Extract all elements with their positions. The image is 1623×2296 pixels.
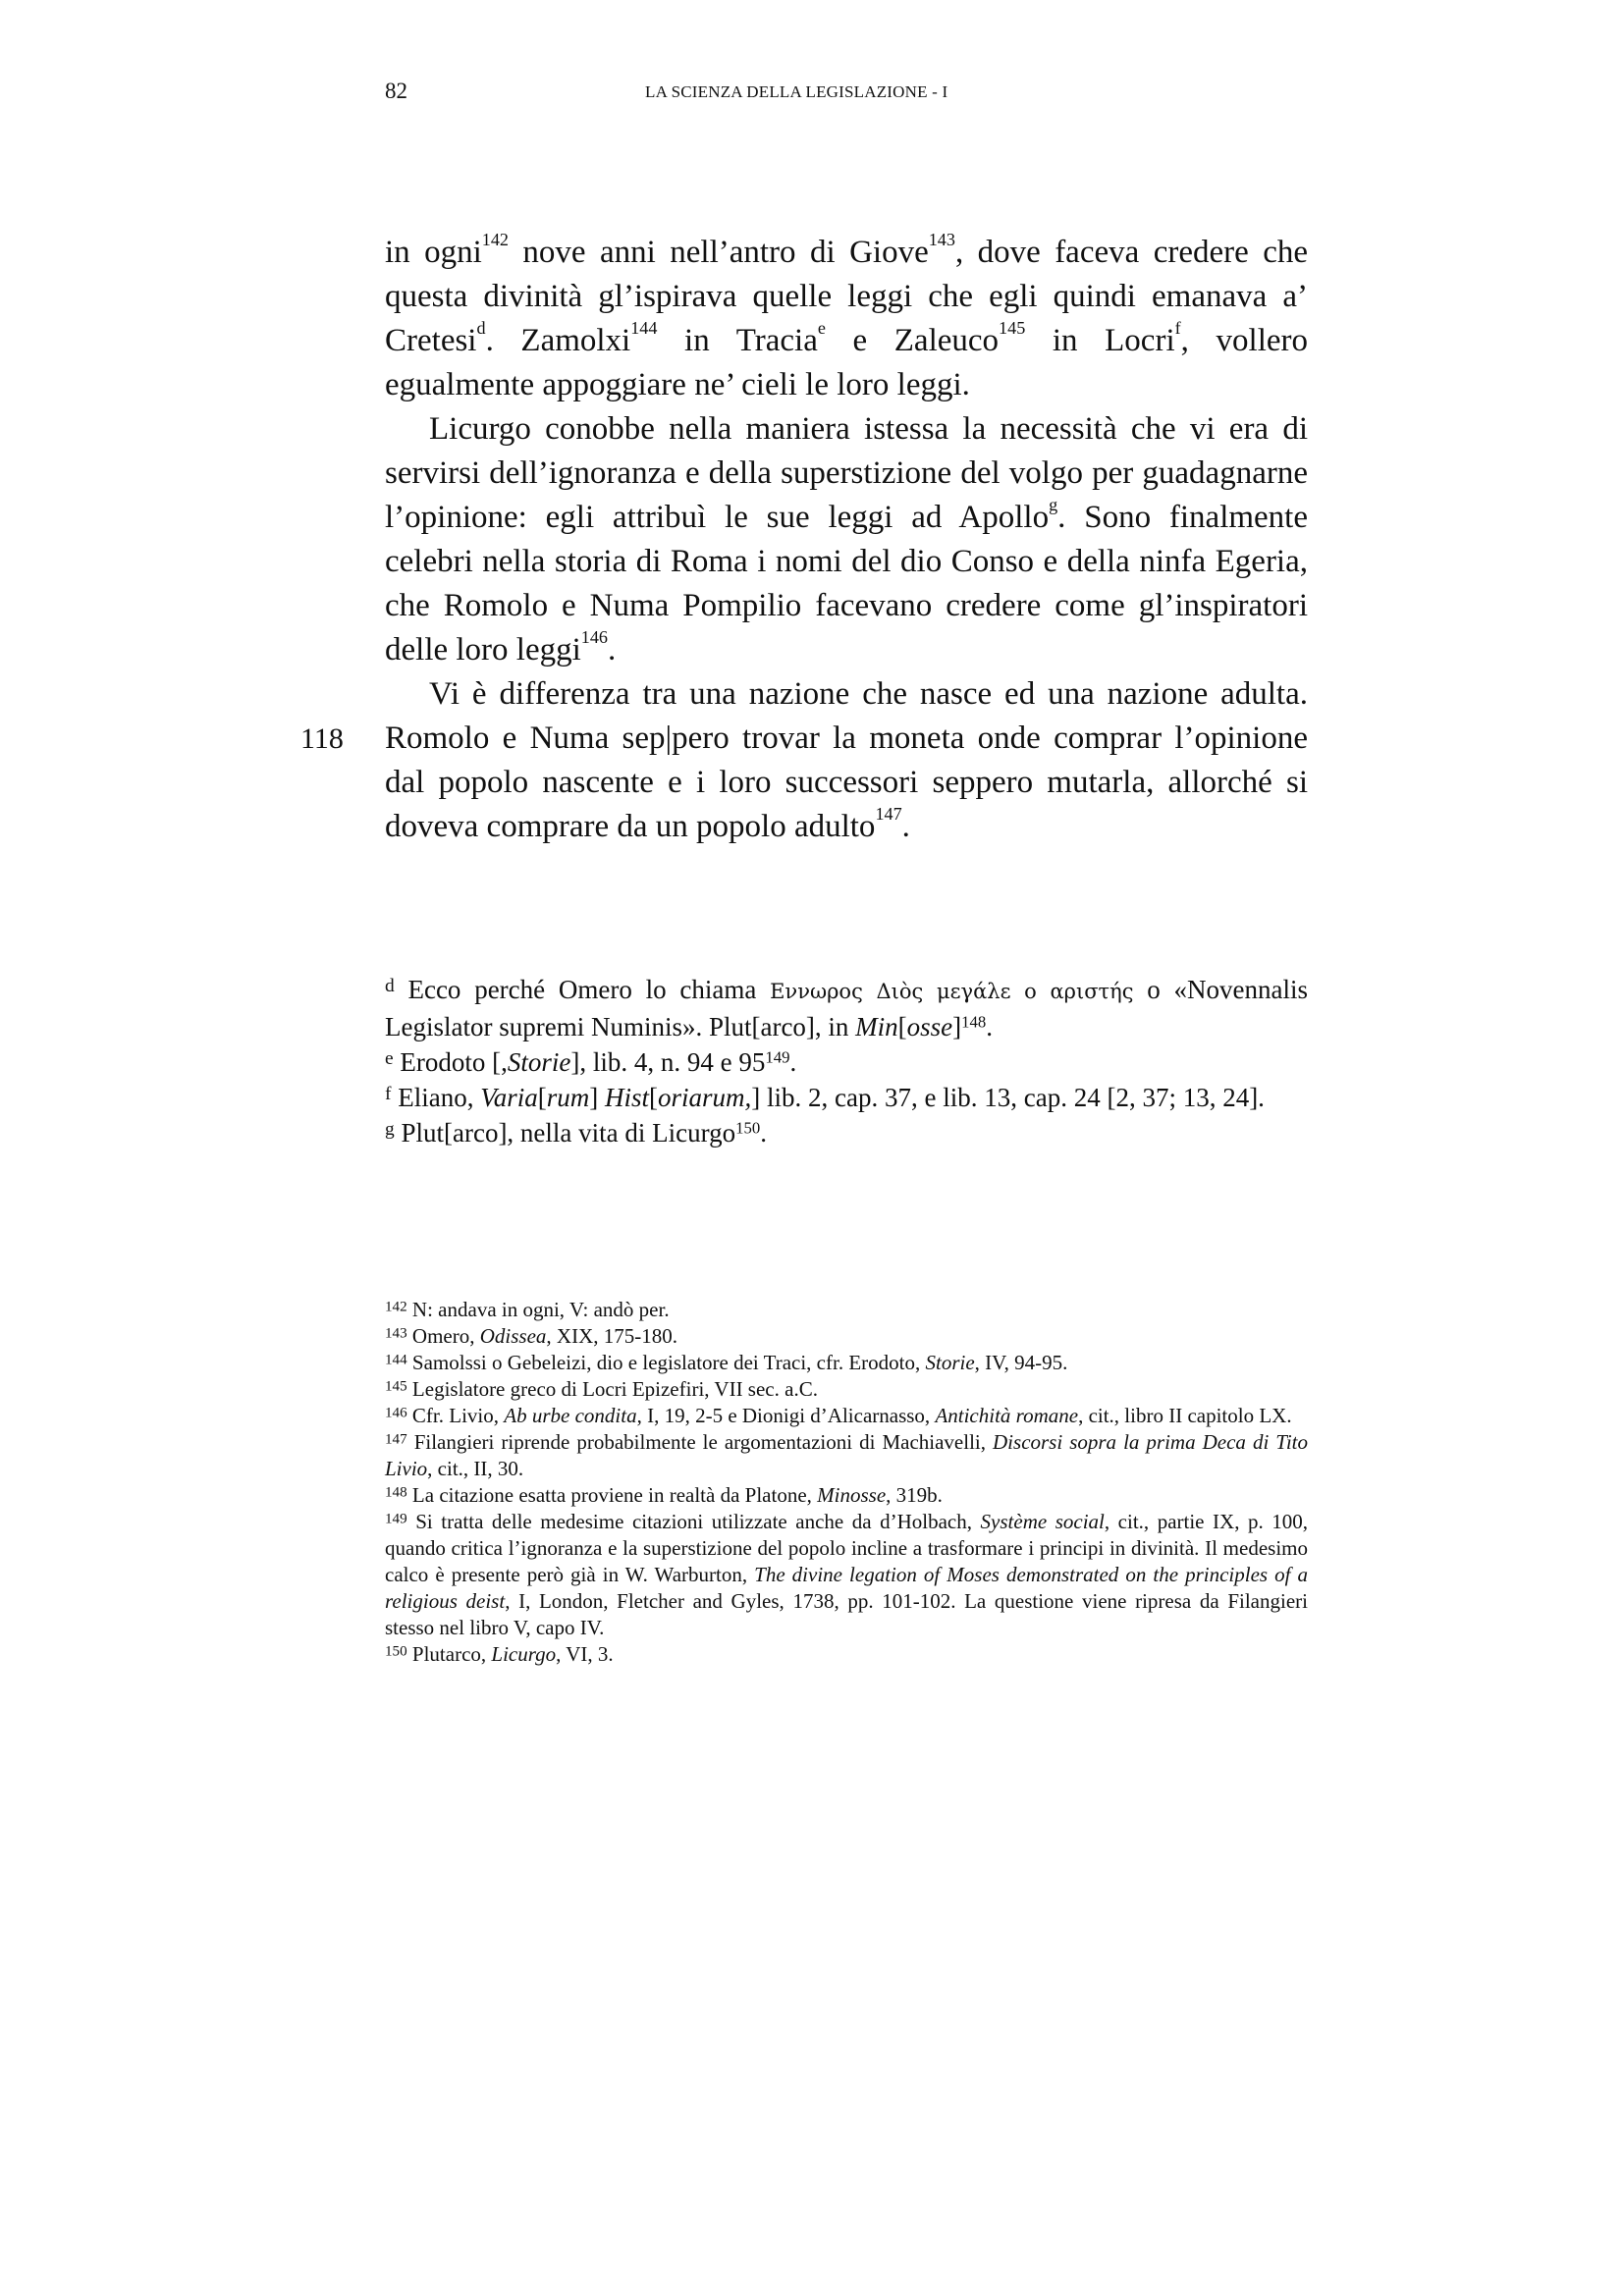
editor-footnotes: [385, 1297, 1308, 1668]
footnote-150: $^{150}$ Plutarco, Licurgo, VI, 3.: [385, 1642, 614, 1666]
running-title: LA SCIENZA DELLA LEGISLAZIONE - I: [645, 82, 948, 101]
footnote-ref-143[interactable]: 143: [928, 229, 955, 249]
footnote-ref-145[interactable]: 145: [999, 317, 1026, 338]
footnote-145: $^{145}$ Legislatore greco di Locri Epizefiri, VII sec. a.C.: [385, 1377, 818, 1401]
page-header: [385, 79, 1308, 108]
paragraph-1: in ogni$^{142}$ nove anni nell’antro di Giove$^{143}$, dove faceva credere che questa divinità gl’ispirava quelle leggi che egli quindi emanava a’ Cretesi$^d$. Zamolxi$^{144}$ in Tracia$^e$ e Zaleuco$^{145}$ in Locri$^f$, vollero egualmente appoggiare ne’ cieli le loro leggi.: [385, 229, 1309, 402]
page-number: 82: [385, 79, 407, 103]
footnote-144: $^{144}$ Samolssi o Gebeleizi, dio e legislatore dei Traci, cfr. Erodoto, Storie, IV, 94-95.: [385, 1351, 1068, 1374]
footnote-143: $^{143}$ Omero, Odissea, XIX, 175-180.: [385, 1324, 677, 1348]
footnote-147: $^{147}$ Filangieri riprende probabilmente le argomentazioni di Machiavelli, Discorsi sopra la prima Deca di Tito Livio, cit., II, 30.: [385, 1430, 1308, 1480]
footnote-ref-150[interactable]: 150: [735, 1118, 761, 1138]
footnote-ref-149[interactable]: 149: [765, 1047, 790, 1067]
note-ref-f[interactable]: f: [1174, 317, 1181, 338]
footnote-142: $^{142}$ N: andava in ogni, V: andò per.: [385, 1298, 670, 1321]
note-f: $^f$ Eliano, Varia[rum] Hist[oriarum,] lib. 2, cap. 37, e lib. 13, cap. 24 [2, 37; 13, 24].: [385, 1083, 1265, 1112]
note-ref-d[interactable]: d: [476, 317, 486, 338]
paragraph-2: Licurgo conobbe nella maniera istessa la necessità che vi era di servirsi dell’ignoranza e della superstizione del volgo per guadagnarne l’opinione: egli attribuì le sue leggi ad Apollo$^g$. Sono finalmente celebri nella storia di Roma i nomi del dio Conso e della ninfa Egeria, che Romolo e Numa Pompilio facevano credere come gl’inspiratori delle loro leggi$^{146}$.: [385, 411, 1308, 667]
greek-quote: Εννωρος Διὸς μεγάλε ο αριστής: [770, 980, 1134, 1003]
note-d: $^d$ Ecco perché Omero lo chiama Εννωρος Διὸς μεγάλε ο αριστής o «Novennalis Legislator supremi Numinis». Plut[arco], in Min[osse]$^{148}$.: [385, 975, 1309, 1041]
footnote-ref-144[interactable]: 144: [630, 317, 658, 338]
margin-page-reference: 118: [300, 722, 344, 755]
footnote-146: $^{146}$ Cfr. Livio, Ab urbe condita, I, 19, 2-5 e Dionigi d’Alicarnasso, Antichità romane, cit., libro II capitolo LX.: [385, 1404, 1292, 1427]
footnote-149: $^{149}$ Si tratta delle medesime citazioni utilizzate anche da d’Holbach, Système social, cit., partie IX, p. 100, quando critica l’ignoranza e la superstizione del popolo incline a trasformare i principi in divinità. Il medesimo calco è presente però già in W. Warburton, The divine legation of Moses demonstrated on the principles of a religious deist, I, London, Fletcher and Gyles, 1738, pp. 101-102. La questione viene ripresa da Filangieri stesso nel libro V, capo IV.: [385, 1510, 1309, 1639]
footnote-ref-146[interactable]: 146: [580, 626, 608, 647]
footnote-148: $^{148}$ La citazione esatta proviene in realtà da Platone, Minosse, 319b.: [385, 1483, 943, 1507]
note-g: $^g$ Plut[arco], nella vita di Licurgo$^{150}$.: [385, 1118, 767, 1148]
main-text: [385, 231, 1308, 849]
footnote-ref-148[interactable]: 148: [961, 1012, 987, 1032]
note-e: $^e$ Erodoto [,Storie], lib. 4, n. 94 e 95$^{149}$.: [385, 1047, 797, 1077]
paragraph-3: Vi è differenza tra una nazione che nasce ed una nazione adulta. Romolo e Numa sep|pero trovar la moneta onde comprar l’opinione dal popolo nascente e i loro successori seppero mutarla, allorché si doveva comprare da un popolo adulto$^{147}$.: [385, 676, 1308, 844]
footnote-ref-142[interactable]: 142: [481, 229, 509, 249]
note-ref-e[interactable]: e: [817, 317, 826, 338]
note-ref-g[interactable]: g: [1049, 494, 1058, 514]
footnote-ref-147[interactable]: 147: [875, 803, 902, 824]
author-notes: [385, 972, 1308, 1150]
